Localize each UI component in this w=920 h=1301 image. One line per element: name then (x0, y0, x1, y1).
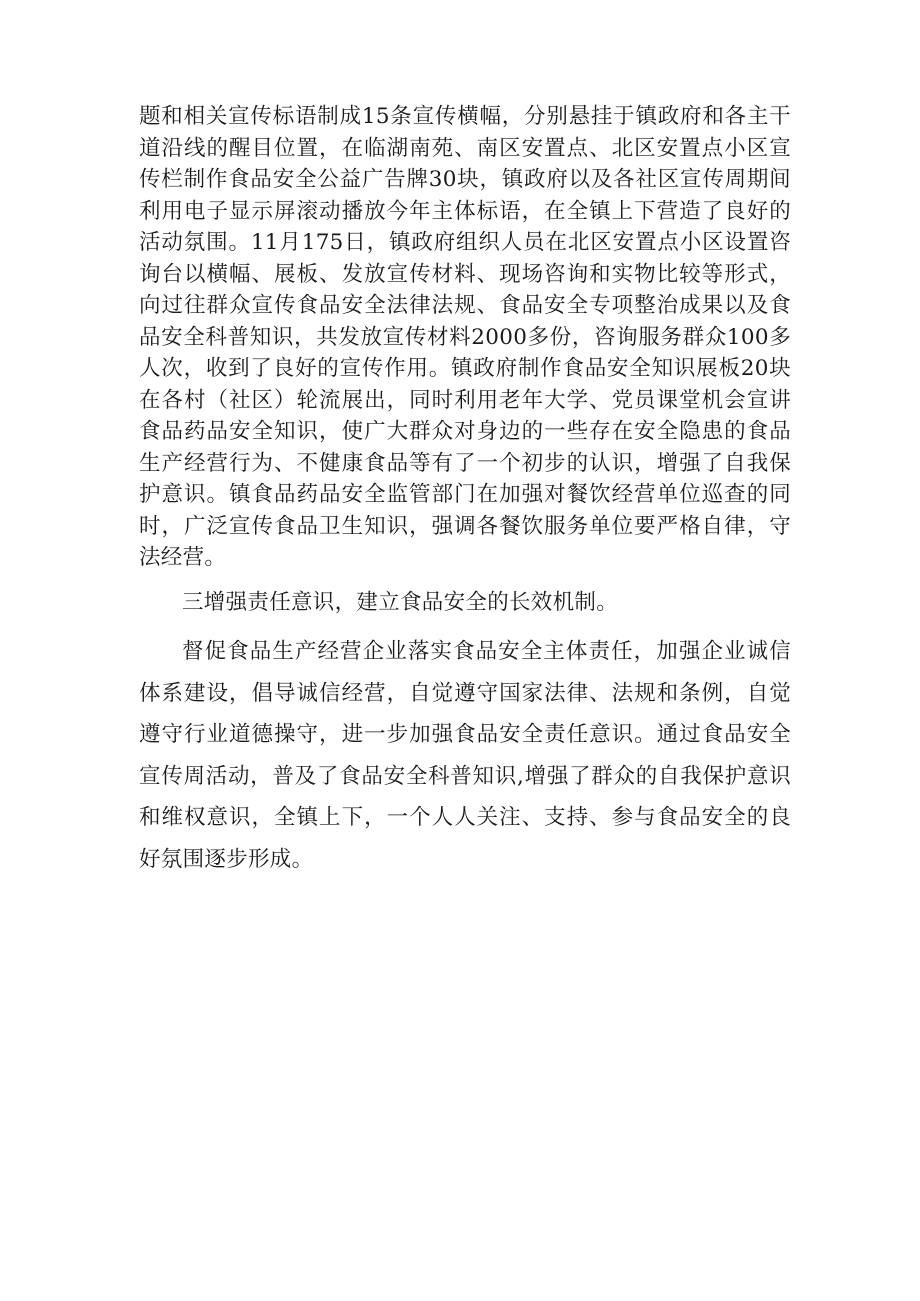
paragraph-long-term-mechanism: 督促食品生产经营企业落实食品安全主体责任，加强企业诚信体系建设，倡导诚信经营，自觉遵守国家法律、法规和条例，自觉遵守行业道德操守，进一步加强食品安全责任意识。通过食品安全宣传周活动，普及了食品安全科普知识,增强了群众的自我保护意识和维权意识，全镇上下，一个人人关注、支持、参与食品安全的良好氛围逐步形成。 (139, 639, 791, 872)
paragraph-publicity-activities: 题和相关宣传标语制成15条宣传横幅，分别悬挂于镇政府和各主干道沿线的醒目位置，在临湖南苑、南区安置点、北区安置点小区宣传栏制作食品安全公益广告牌30块，镇政府以及各社区宣传周期间利用电子显示屏滚动播放今年主体标语，在全镇上下营造了良好的活动氛围。11月175日，镇政府组织人员在北区安置点小区设置咨询台以横幅、展板、发放宣传材料、现场咨询和实物比较等形式，向过往群众宣传食品安全法律法规、食品安全专项整治成果以及食品安全科普知识，共发放宣传材料2000多份，咨询服务群众100多人次，收到了良好的宣传作用。镇政府制作食品安全知识展板20块在各村（社区）轮流展出，同时利用老年大学、党员课堂机会宣讲食品药品安全知识，使广大群众对身边的一些存在安全隐患的食品生产经营行为、不健康食品等有了一个初步的认识，增强了自我保护意识。镇食品药品安全监管部门在加强对餐饮经营单位巡查的同时，广泛宣传食品卫生知识，强调各餐饮服务单位要严格自律，守法经营。 (139, 104, 791, 570)
document-body (139, 101, 791, 880)
section-heading-responsibility: 三增强责任意识，建立食品安全的长效机制。 (182, 589, 619, 615)
